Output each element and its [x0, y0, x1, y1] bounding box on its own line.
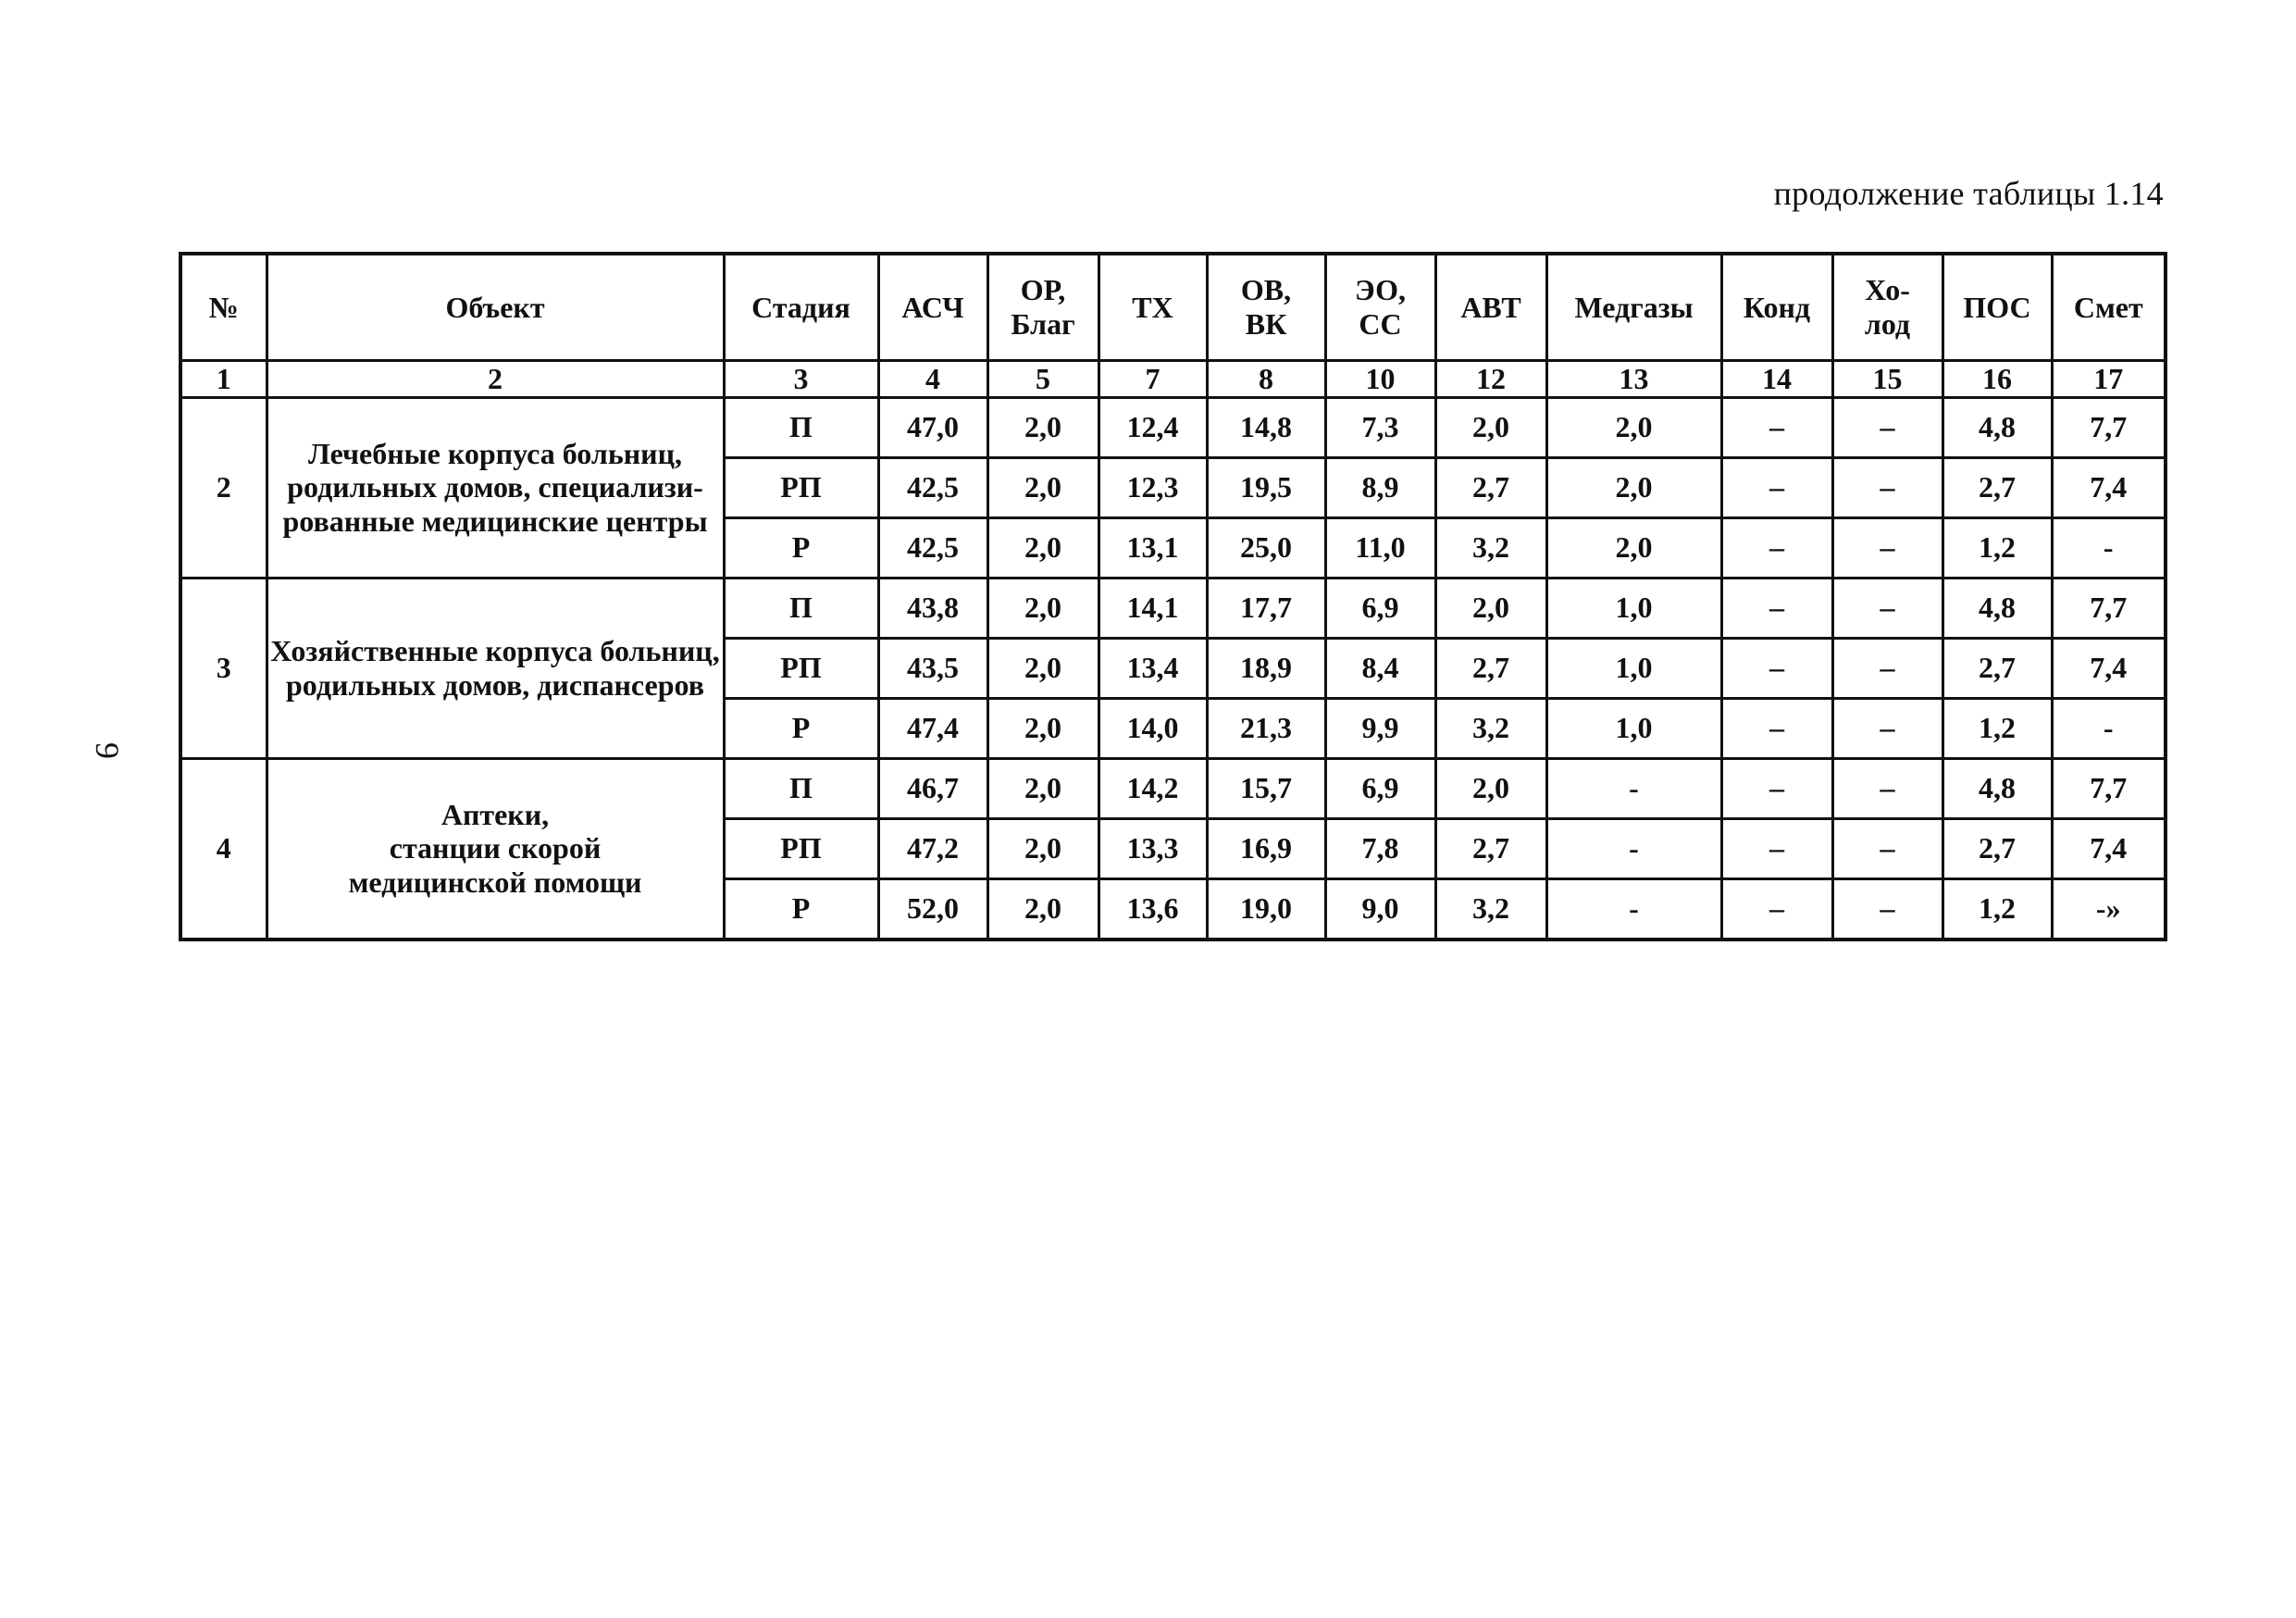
- stage-cell: РП: [724, 818, 878, 878]
- column-number-row: [180, 361, 2166, 398]
- value-cell: –: [1832, 397, 1942, 457]
- value-cell: 6,9: [1325, 578, 1435, 638]
- value-cell: 2,0: [1435, 758, 1546, 818]
- value-cell: –: [1721, 397, 1832, 457]
- table-body: [180, 397, 2166, 940]
- value-cell: 47,4: [878, 698, 987, 758]
- value-cell: –: [1721, 878, 1832, 940]
- value-cell: 1,0: [1546, 578, 1721, 638]
- value-cell: 13,1: [1098, 517, 1207, 578]
- column-number: 1: [180, 361, 267, 398]
- value-cell: 19,0: [1207, 878, 1325, 940]
- group-number: 3: [180, 578, 267, 758]
- value-cell: 3,2: [1435, 517, 1546, 578]
- value-cell: –: [1832, 457, 1942, 517]
- column-header: Объект: [267, 254, 724, 361]
- value-cell: 3,2: [1435, 878, 1546, 940]
- value-cell: 1,2: [1942, 517, 2052, 578]
- stage-cell: Р: [724, 878, 878, 940]
- value-cell: 2,7: [1435, 457, 1546, 517]
- column-number: 12: [1435, 361, 1546, 398]
- value-cell: 14,2: [1098, 758, 1207, 818]
- value-cell: 2,0: [987, 638, 1098, 698]
- value-cell: 2,7: [1435, 638, 1546, 698]
- value-cell: 1,0: [1546, 638, 1721, 698]
- value-cell: 21,3: [1207, 698, 1325, 758]
- column-number: 15: [1832, 361, 1942, 398]
- value-cell: -: [1546, 758, 1721, 818]
- value-cell: –: [1721, 758, 1832, 818]
- column-header: Конд: [1721, 254, 1832, 361]
- value-cell: 1,2: [1942, 878, 2052, 940]
- value-cell: 7,7: [2052, 758, 2166, 818]
- value-cell: 7,7: [2052, 578, 2166, 638]
- value-cell: -: [2052, 698, 2166, 758]
- value-cell: 43,5: [878, 638, 987, 698]
- value-cell: 7,3: [1325, 397, 1435, 457]
- value-cell: 2,0: [987, 758, 1098, 818]
- column-header: Стадия: [724, 254, 878, 361]
- value-cell: –: [1721, 578, 1832, 638]
- value-cell: 2,0: [987, 397, 1098, 457]
- column-number: 5: [987, 361, 1098, 398]
- value-cell: 15,7: [1207, 758, 1325, 818]
- value-cell: 18,9: [1207, 638, 1325, 698]
- value-cell: 52,0: [878, 878, 987, 940]
- value-cell: 2,7: [1942, 457, 2052, 517]
- value-cell: 6,9: [1325, 758, 1435, 818]
- value-cell: 13,4: [1098, 638, 1207, 698]
- value-cell: 7,8: [1325, 818, 1435, 878]
- value-cell: 4,8: [1942, 758, 2052, 818]
- value-cell: 3,2: [1435, 698, 1546, 758]
- value-cell: –: [1832, 578, 1942, 638]
- value-cell: -»: [2052, 878, 2166, 940]
- table-caption: продолжение таблицы 1.14: [1773, 175, 2164, 212]
- table-row: [180, 758, 2166, 818]
- value-cell: 9,0: [1325, 878, 1435, 940]
- value-cell: –: [1721, 698, 1832, 758]
- object-name: Хозяйственные корпуса больниц, родильных домов, диспансеров: [267, 578, 724, 758]
- group-number: 4: [180, 758, 267, 940]
- object-name: Лечебные корпуса больниц, родильных домов, специализи-рованные медицинские центры: [267, 397, 724, 578]
- value-cell: 46,7: [878, 758, 987, 818]
- column-header: Хо- лод: [1832, 254, 1942, 361]
- value-cell: –: [1832, 758, 1942, 818]
- value-cell: -: [1546, 878, 1721, 940]
- table-row: [180, 397, 2166, 457]
- value-cell: 7,4: [2052, 638, 2166, 698]
- column-header: АСЧ: [878, 254, 987, 361]
- value-cell: 2,0: [987, 818, 1098, 878]
- value-cell: 4,8: [1942, 397, 2052, 457]
- value-cell: 2,0: [1546, 517, 1721, 578]
- page-number: 9: [89, 742, 126, 759]
- value-cell: 4,8: [1942, 578, 2052, 638]
- stage-cell: П: [724, 758, 878, 818]
- value-cell: 8,9: [1325, 457, 1435, 517]
- value-cell: –: [1721, 457, 1832, 517]
- value-cell: 42,5: [878, 457, 987, 517]
- value-cell: 7,4: [2052, 457, 2166, 517]
- column-number: 17: [2052, 361, 2166, 398]
- value-cell: 2,7: [1942, 638, 2052, 698]
- group-number: 2: [180, 397, 267, 578]
- column-header: ПОС: [1942, 254, 2052, 361]
- value-cell: 8,4: [1325, 638, 1435, 698]
- column-header: ОВ, ВК: [1207, 254, 1325, 361]
- value-cell: 42,5: [878, 517, 987, 578]
- value-cell: –: [1721, 818, 1832, 878]
- value-cell: -: [1546, 818, 1721, 878]
- table-row: [180, 578, 2166, 638]
- stage-cell: Р: [724, 698, 878, 758]
- value-cell: 13,6: [1098, 878, 1207, 940]
- value-cell: –: [1721, 517, 1832, 578]
- table-header-row: [180, 254, 2166, 361]
- value-cell: –: [1832, 818, 1942, 878]
- value-cell: 2,0: [987, 578, 1098, 638]
- column-number: 2: [267, 361, 724, 398]
- value-cell: 14,8: [1207, 397, 1325, 457]
- stage-cell: П: [724, 578, 878, 638]
- column-header: ТХ: [1098, 254, 1207, 361]
- value-cell: 12,4: [1098, 397, 1207, 457]
- value-cell: -: [2052, 517, 2166, 578]
- value-cell: –: [1832, 517, 1942, 578]
- value-cell: 47,2: [878, 818, 987, 878]
- value-cell: 47,0: [878, 397, 987, 457]
- value-cell: 14,0: [1098, 698, 1207, 758]
- value-cell: 2,0: [987, 457, 1098, 517]
- value-cell: 2,0: [987, 878, 1098, 940]
- value-cell: 2,0: [1435, 578, 1546, 638]
- data-table: [179, 252, 2167, 941]
- value-cell: 7,7: [2052, 397, 2166, 457]
- value-cell: 13,3: [1098, 818, 1207, 878]
- column-number: 13: [1546, 361, 1721, 398]
- stage-cell: РП: [724, 457, 878, 517]
- value-cell: 2,0: [1546, 397, 1721, 457]
- value-cell: 16,9: [1207, 818, 1325, 878]
- value-cell: 2,0: [987, 517, 1098, 578]
- value-cell: 9,9: [1325, 698, 1435, 758]
- column-number: 16: [1942, 361, 2052, 398]
- column-header: ОР, Благ: [987, 254, 1098, 361]
- column-header: Смет: [2052, 254, 2166, 361]
- value-cell: 2,0: [987, 698, 1098, 758]
- value-cell: 17,7: [1207, 578, 1325, 638]
- value-cell: –: [1832, 698, 1942, 758]
- column-number: 10: [1325, 361, 1435, 398]
- column-header: АВТ: [1435, 254, 1546, 361]
- value-cell: 12,3: [1098, 457, 1207, 517]
- value-cell: 2,7: [1435, 818, 1546, 878]
- value-cell: 2,7: [1942, 818, 2052, 878]
- value-cell: 11,0: [1325, 517, 1435, 578]
- value-cell: 2,0: [1435, 397, 1546, 457]
- value-cell: 43,8: [878, 578, 987, 638]
- value-cell: –: [1832, 638, 1942, 698]
- column-number: 8: [1207, 361, 1325, 398]
- value-cell: 19,5: [1207, 457, 1325, 517]
- value-cell: 2,0: [1546, 457, 1721, 517]
- stage-cell: Р: [724, 517, 878, 578]
- column-header: №: [180, 254, 267, 361]
- column-number: 7: [1098, 361, 1207, 398]
- value-cell: 14,1: [1098, 578, 1207, 638]
- column-number: 4: [878, 361, 987, 398]
- value-cell: 1,2: [1942, 698, 2052, 758]
- object-name: Аптеки, станции скорой медицинской помощи: [267, 758, 724, 940]
- value-cell: 25,0: [1207, 517, 1325, 578]
- value-cell: –: [1721, 638, 1832, 698]
- value-cell: 1,0: [1546, 698, 1721, 758]
- stage-cell: РП: [724, 638, 878, 698]
- value-cell: 7,4: [2052, 818, 2166, 878]
- column-header: Медгазы: [1546, 254, 1721, 361]
- column-header: ЭО, СС: [1325, 254, 1435, 361]
- column-number: 14: [1721, 361, 1832, 398]
- column-number: 3: [724, 361, 878, 398]
- stage-cell: П: [724, 397, 878, 457]
- value-cell: –: [1832, 878, 1942, 940]
